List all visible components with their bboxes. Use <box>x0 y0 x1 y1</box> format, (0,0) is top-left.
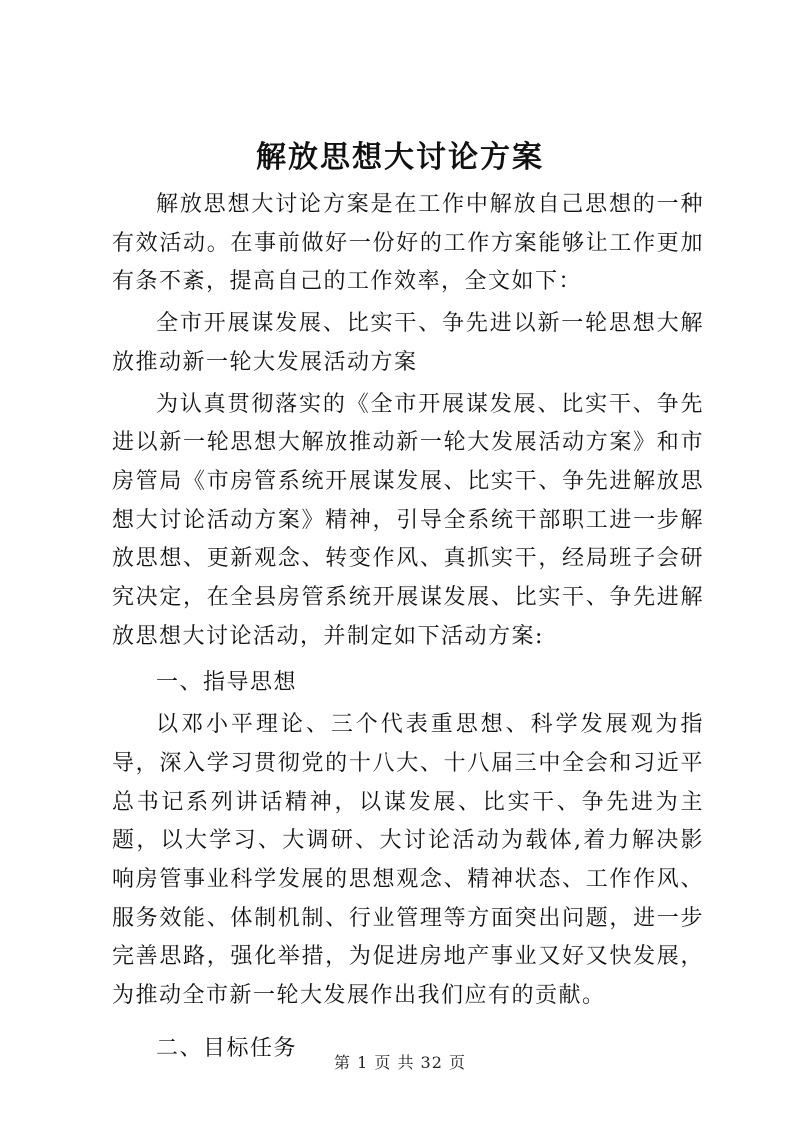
intro-paragraph: 解放思想大讨论方案是在工作中解放自己思想的一种有效活动。在事前做好一份好的工作方案能够让工作更加有条不紊，提高自己的工作效率，全文如下： <box>112 192 704 295</box>
document-body <box>112 186 704 1068</box>
section-heading-goals: 二、目标任务 <box>156 1035 298 1061</box>
plan-name-paragraph: 全市开展谋发展、比实干、争先进以新一轮思想大解放推动新一轮大发展活动方案 <box>112 311 704 375</box>
purpose-paragraph: 为认真贯彻落实的《全市开展谋发展、比实干、争先进以新一轮思想大解放推动新一轮大发展活动方案》和市房管局《市房管系统开展谋发展、比实干、争先进解放思想大讨论活动方案》精神，引导全系统干部职工进一步解放思想、更新观念、转变作风、真抓实干，经局班子会研究决定，在全县房管系统开展谋发展、比实干、争先进解放思想大讨论活动，并制定如下活动方案: <box>112 391 704 649</box>
document-title: 解放思想大讨论方案 <box>256 140 544 175</box>
section-heading-guiding-thought: 一、指导思想 <box>156 670 298 696</box>
guiding-thought-paragraph: 以邓小平理论、三个代表重思想、科学发展观为指导，深入学习贯彻党的十八大、十八届三中全会和习近平总书记系列讲话精神，以谋发展、比实干、争先进为主题，以大学习、大调研、大讨论活动为载体,着力解决影响房管事业科学发展的思想观念、精神状态、工作作风、服务效能、体制机制、行业管理等方面突出问题，进一步完善思路，强化举措，为促进房地产事业又好又快发展，为推动全市新一轮大发展作出我们应有的贡献。 <box>112 712 704 1009</box>
page-number: 第 1 页 共 32 页 <box>334 1053 466 1072</box>
